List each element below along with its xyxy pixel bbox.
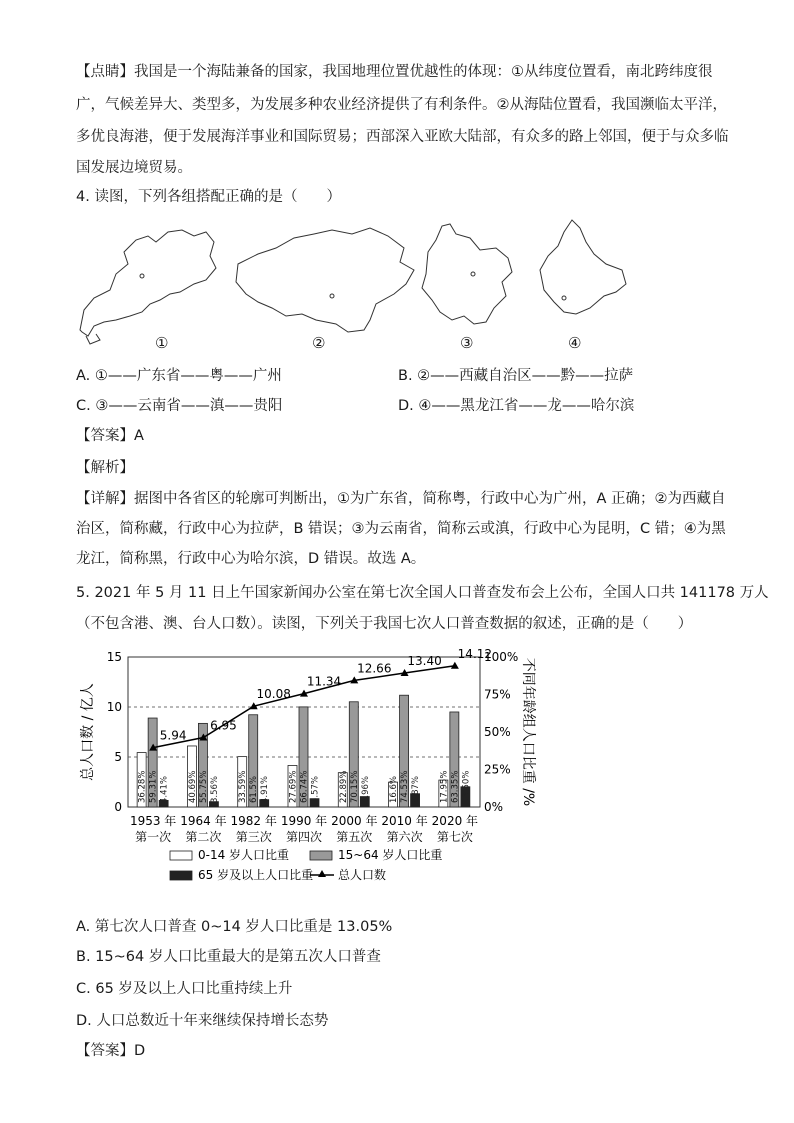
bar-value-label: 22.89%	[338, 770, 349, 803]
x-tick-label: 2000 年	[331, 814, 378, 828]
bar-value-label: 33.59%	[238, 770, 249, 803]
map-label-4: ④	[568, 334, 582, 352]
data-label-population: 14.12	[457, 646, 493, 661]
legend-swatch	[310, 851, 332, 860]
q4-answer: 【答案】A	[76, 428, 144, 444]
x-tick-label: 1964 年	[180, 814, 227, 828]
bar-value-label: 13.50%	[461, 770, 472, 803]
legend-label: 总人口数	[338, 868, 387, 882]
q5-stem-2: （不包含港、澳、台人口数）。读图，下列关于我国七次人口普查数据的叙述，正确的是（ ）	[76, 616, 693, 632]
bar-value-label: 59.31%	[148, 770, 159, 803]
bar-value-label: 55.75%	[198, 770, 209, 803]
bar-value-label: 16.6%	[389, 775, 400, 803]
q4-option-d: D. ④——黑龙江省——龙——哈尔滨	[398, 398, 635, 414]
legend-swatch	[170, 871, 192, 880]
y2-tick-label: 25%	[484, 762, 511, 777]
x-census-label: 第七次	[436, 830, 473, 844]
q5-option-a: A. 第七次人口普查 0~14 岁人口比重是 13.05%	[76, 919, 393, 935]
data-label-population: 12.66	[357, 661, 392, 676]
x-tick-label: 1953 年	[129, 814, 177, 828]
y2-tick-label: 100%	[484, 650, 519, 664]
q4-analysis-label: 【解析】	[76, 460, 134, 476]
bar-value-label: 36.28%	[137, 770, 148, 803]
y2-tick-label: 75%	[484, 687, 511, 702]
x-tick-label: 2020 年	[431, 814, 479, 828]
x-tick-label: 2010 年	[381, 814, 428, 828]
y-tick-label: 15	[106, 650, 122, 664]
q5-stem-1: 5. 2021 年 5 月 11 日上午国家新闻办公室在第七次全国人口普查发布会上公布，全国人口共 141178 万人	[76, 585, 769, 601]
bar-value-label: 4.41%	[159, 775, 170, 803]
bar-value-label: 17.95%	[439, 770, 450, 803]
data-label-population: 11.34	[306, 674, 342, 689]
x-census-label: 第五次	[336, 830, 373, 844]
y2-tick-label: 0%	[484, 800, 504, 814]
bar-value-label: 70.15%	[349, 770, 360, 803]
legend-label: 15~64 岁人口比重	[338, 848, 443, 862]
tip-line-4: 国发展边境贸易。	[76, 160, 192, 176]
q5-answer: 【答案】D	[76, 1043, 146, 1059]
q4-detail-2: 治区，简称藏，行政中心为拉萨，B 错误；③为云南省，简称云或滇，行政中心为昆明，C 错；④为黑	[76, 521, 726, 537]
y2-axis-title: 不同年龄组人口比重 /%	[520, 657, 536, 807]
q4-option-a: A. ①——广东省——粤——广州	[76, 368, 282, 384]
x-census-label: 第六次	[386, 830, 423, 844]
map-label-1: ①	[155, 334, 169, 352]
bar-value-label: 40.69%	[187, 770, 198, 803]
x-census-label: 第四次	[285, 830, 323, 844]
bar-value-label: 4.91%	[260, 775, 271, 803]
legend-label: 65 岁及以上人口比重	[198, 868, 314, 882]
y-tick-label: 0	[114, 800, 122, 814]
bar-value-label: 27.69%	[288, 770, 299, 803]
map-tibet	[236, 228, 414, 332]
bar-value-label: 6.96%	[360, 775, 371, 803]
bar-value-label: 74.53%	[400, 770, 411, 803]
data-label-population: 10.08	[256, 687, 291, 702]
legend-label: 0-14 岁人口比重	[198, 848, 290, 862]
legend-swatch	[170, 851, 192, 860]
q4-detail-3: 龙江，简称黑，行政中心为哈尔滨，D 错误。故选 A。	[76, 551, 426, 567]
q5-option-b: B. 15~64 岁人口比重最大的是第五次人口普查	[76, 949, 381, 965]
bar-value-label: 5.57%	[310, 775, 321, 803]
tip-line-1: 【点睛】我国是一个海陆兼备的国家，我国地理位置优越性的体现：①从纬度位置看，南北跨纬度很	[76, 64, 713, 80]
x-census-label: 第一次	[135, 830, 172, 844]
tip-line-3: 多优良海港，便于发展海洋事业和国际贸易；西部深入亚欧大陆部，有众多的路上邻国，便于与众多临	[76, 129, 729, 145]
q4-stem: 4. 读图，下列各组搭配正确的是（ ）	[76, 189, 341, 205]
q4-option-b: B. ②——西藏自治区——黔——拉萨	[398, 368, 634, 384]
map-heilongjiang	[540, 220, 626, 314]
q4-detail-1: 【详解】据图中各省区的轮廓可判断出，①为广东省，简称粤，行政中心为广州，A 正确；②为西藏自	[76, 491, 726, 507]
bar-value-label: 63.35%	[450, 770, 461, 803]
map-guangdong	[80, 230, 216, 336]
tip-line-2: 广，气候差异大、类型多，为发展多种农业经济提供了有利条件。②从海陆位置看，我国濒临太平洋，	[76, 97, 727, 113]
x-tick-label: 1982 年	[230, 814, 277, 828]
y-tick-label: 10	[106, 700, 122, 714]
bar-value-label: 3.56%	[209, 775, 220, 803]
map-yunnan	[422, 224, 512, 324]
x-tick-label: 1990 年	[280, 814, 328, 828]
point-total-population	[451, 662, 459, 669]
q4-option-c: C. ③——云南省——滇——贵阳	[76, 398, 283, 414]
y-axis-title: 总人口数 / 亿人	[80, 683, 96, 781]
map-label-3: ③	[460, 334, 474, 352]
q5-option-c: C. 65 岁及以上人口比重持续上升	[76, 981, 293, 997]
map-label-2: ②	[312, 334, 326, 352]
y2-tick-label: 50%	[484, 725, 511, 739]
q5-option-d: D. 人口总数近十年来继续保持增长态势	[76, 1013, 329, 1029]
legend-marker	[318, 870, 326, 877]
y-tick-label: 5	[114, 750, 122, 764]
census-chart	[76, 645, 536, 905]
bar-value-label: 61.5%	[249, 775, 260, 803]
data-label-population: 6.95	[210, 718, 237, 733]
bar-value-label: 8.87%	[411, 775, 422, 803]
x-census-label: 第二次	[185, 830, 222, 844]
data-label-population: 5.94	[159, 728, 187, 743]
data-label-population: 13.40	[407, 654, 442, 668]
bar-value-label: 66.74%	[299, 770, 310, 803]
x-census-label: 第三次	[235, 830, 272, 844]
